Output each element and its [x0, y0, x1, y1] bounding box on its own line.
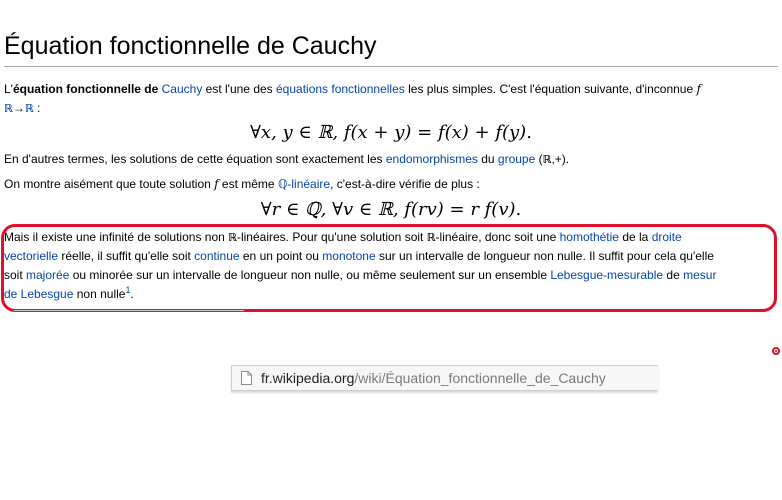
cauchy-equation-formula: ∀x, y ∈ ℝ, f(x + y) = f(x) + f(y).: [250, 122, 532, 143]
url-path: /wiki/Équation_fonctionnelle_de_Cauchy: [354, 370, 606, 386]
highlighted-line-4: de Lebesgue non nulle$^1$.: [4, 285, 134, 301]
intro-paragraph: L'équation fonctionnelle de Cauchy est l'une des équations fonctionnelles les plus simples. C'est l'équation suivante, d'inconnue f: [4, 82, 701, 96]
address-url[interactable]: [261, 370, 606, 386]
link-equations-fonctionnelles[interactable]: équations fonctionnelles: [276, 82, 405, 96]
q-linear-paragraph: On montre aisément que toute solution f est même ℚ-linéaire, c'est-à-dire vérifie de plus :: [4, 177, 480, 191]
record-dot-icon: [772, 347, 780, 355]
link-reals[interactable]: ℝ: [4, 102, 13, 115]
page-title: Équation fonctionnelle de Cauchy: [4, 32, 377, 60]
q-linearity-formula: ∀r ∈ ℚ, ∀v ∈ ℝ, f(rv) = r f(v).: [260, 199, 522, 220]
footnote-link[interactable]: 1: [125, 285, 131, 295]
link-continue[interactable]: continue: [194, 249, 240, 263]
highlighted-line-2: vectorielle réelle, il suffit qu'elle soit continue en un point ou monotone sur un intervalle de longueur non nulle. Il suffit pour cela qu'elle: [4, 249, 714, 263]
link-majoree[interactable]: majorée: [26, 268, 70, 282]
link-vectorielle[interactable]: vectorielle: [4, 249, 59, 263]
link-homothetie[interactable]: homothétie: [559, 230, 619, 244]
math-variable-f: f: [696, 82, 701, 96]
intro-paragraph-line2: ℝ→ℝ :: [4, 101, 41, 115]
link-cauchy[interactable]: Cauchy: [161, 82, 203, 96]
bold-term: équation fonctionnelle de: [12, 82, 162, 96]
url-host: fr.wikipedia.org: [261, 370, 355, 386]
link-q-lineaire[interactable]: ℚ-linéaire: [277, 177, 331, 191]
link-endomorphismes[interactable]: endomorphismes: [385, 152, 478, 166]
link-lebesgue-mesurable[interactable]: Lebesgue-mesurable: [550, 268, 664, 282]
address-bar[interactable]: [231, 365, 658, 391]
math-variable-f: f: [214, 177, 219, 191]
link-de-lebesgue[interactable]: de Lebesgue: [4, 287, 74, 301]
page-icon: [241, 371, 252, 385]
highlighted-line-3: soit majorée ou minorée sur un intervalle de longueur non nulle, ou même seulement sur un ensemble Lebesgue-mesurable de mesur: [4, 268, 717, 282]
link-droite[interactable]: droite: [651, 230, 682, 244]
link-reals-2[interactable]: ℝ: [24, 102, 34, 115]
footnote-divider: [14, 310, 244, 311]
title-divider: [4, 66, 778, 67]
link-groupe[interactable]: groupe: [497, 152, 536, 166]
highlighted-paragraph: [4, 228, 776, 304]
highlighted-line-1: Mais il existe une infinité de solutions non ℝ-linéaires. Pour qu'une solution soit ℝ-linéaire, donc soit une homothétie de la droite: [4, 230, 682, 244]
link-mesure[interactable]: mesur: [683, 268, 717, 282]
endomorphism-paragraph: En d'autres termes, les solutions de cette équation sont exactement les endomorphismes du groupe (ℝ,+).: [4, 152, 570, 166]
link-monotone[interactable]: monotone: [322, 249, 376, 263]
